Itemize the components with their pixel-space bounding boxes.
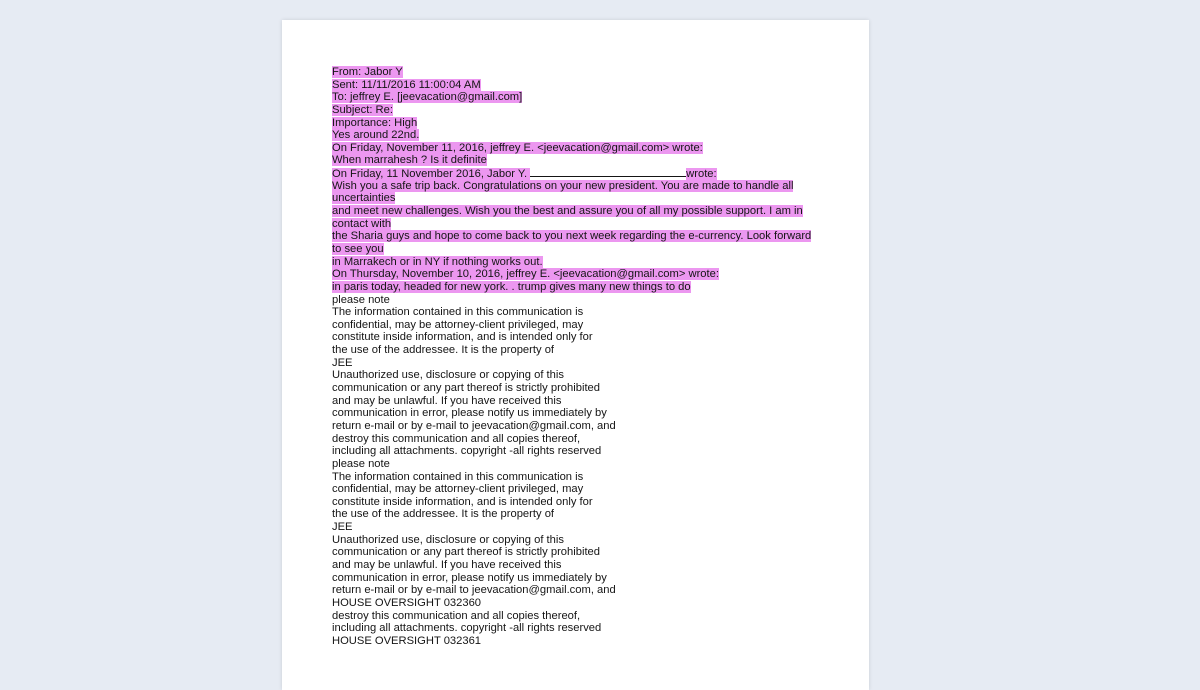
redaction-blank-line [530,167,686,177]
highlighted-text-line [332,243,832,256]
text-line [332,331,832,344]
line-text: the Sharia guys and hope to come back to you next week regarding the e-currency. Look forward [332,230,812,243]
line-text: communication in error, please notify us immediately by [332,407,607,420]
line-text: To: jeffrey E. [jeevacation@gmail.com] [332,91,523,104]
line-text: confidential, may be attorney-client privileged, may [332,483,584,496]
text-line [332,471,832,484]
line-text: to see you [332,242,384,255]
line-text: Unauthorized use, disclosure or copying of this [332,533,564,546]
highlighted-text-line [332,192,832,205]
line-text: including all attachments. copyright -all rights reserved [332,622,602,635]
highlighted-text-line [332,180,832,193]
line-text: On Friday, November 11, 2016, jeffrey E. <jeevacation@gmail.com> wrote: [332,141,703,154]
line-text: contact with [332,217,392,230]
highlighted-text-line [332,91,832,104]
text-line [332,521,832,534]
line-text: From: Jabor Y [332,66,403,78]
line-text: communication or any part thereof is strictly prohibited [332,382,600,395]
line-text: in Marrakech or in NY if nothing works out. [332,255,543,268]
line-text: Unauthorized use, disclosure or copying of this [332,369,564,382]
line-text: and may be unlawful. If you have received this [332,394,562,407]
line-text: in paris today, headed for new york. . trump gives many new things to do [332,280,691,293]
line-text: return e-mail or by e-mail to jeevacation@gmail.com, and [332,419,616,432]
highlighted-text-line [332,117,832,130]
line-text: return e-mail or by e-mail to jeevacation@gmail.com, and [332,584,616,597]
text-line [332,635,832,648]
line-text: constitute inside information, and is intended only for [332,331,593,344]
text-line [332,534,832,547]
line-text: The information contained in this communication is [332,470,584,483]
line-text: and meet new challenges. Wish you the best and assure you of all my possible support. I am in [332,205,803,218]
text-line [332,445,832,458]
line-text-after-blank: wrote: [686,168,717,181]
text-line [332,496,832,509]
line-text: HOUSE OVERSIGHT 032361 [332,634,482,647]
highlighted-text-line [332,230,832,243]
line-text: When marrahesh ? Is it definite [332,154,487,167]
text-line [332,433,832,446]
text-line [332,483,832,496]
line-text: the use of the addressee. It is the property of [332,508,555,521]
line-text: communication in error, please notify us immediately by [332,571,607,584]
line-text: Importance: High [332,116,418,129]
line-text: communication or any part thereof is strictly prohibited [332,546,600,559]
line-text: HOUSE OVERSIGHT 032360 [332,596,482,609]
highlighted-text-line [332,256,832,269]
text-line [332,546,832,559]
text-line [332,584,832,597]
line-text: JEE [332,521,353,534]
text-line [332,306,832,319]
text-line [332,382,832,395]
line-text: Sent: 11/11/2016 11:00:04 AM [332,78,481,91]
text-line [332,572,832,585]
line-text: The information contained in this communication is [332,306,584,319]
text-line [332,458,832,471]
highlighted-text-line [332,205,832,218]
text-line [332,597,832,610]
highlighted-text-line [332,281,832,294]
line-text: and may be unlawful. If you have received this [332,558,562,571]
text-line [332,344,832,357]
text-line [332,357,832,370]
highlighted-text-line [332,154,832,167]
line-text: including all attachments. copyright -all rights reserved [332,445,602,458]
highlighted-text-line [332,167,832,180]
highlighted-text-line [332,218,832,231]
line-text: destroy this communication and all copies thereof, [332,609,581,622]
line-text: constitute inside information, and is intended only for [332,495,593,508]
line-text: Subject: Re: [332,103,393,116]
document-page [282,20,869,690]
line-text: On Thursday, November 10, 2016, jeffrey E. <jeevacation@gmail.com> wrote: [332,268,719,281]
text-line [332,610,832,623]
line-text: the use of the addressee. It is the property of [332,344,555,357]
line-text: confidential, may be attorney-client privileged, may [332,318,584,331]
highlighted-text-line [332,66,832,79]
text-line [332,559,832,572]
highlighted-text-line [332,142,832,155]
text-line [332,420,832,433]
email-text-body [332,66,832,647]
highlighted-text-line [332,79,832,92]
text-line [332,319,832,332]
highlighted-text-line [332,129,832,142]
text-line [332,369,832,382]
text-line [332,407,832,420]
line-text: please note [332,457,390,470]
line-text: destroy this communication and all copies thereof, [332,432,581,445]
highlighted-text-line [332,268,832,281]
line-text: uncertainties [332,192,396,205]
line-text: On Friday, 11 November 2016, Jabor Y. [332,168,528,181]
line-text: Yes around 22nd. [332,129,420,142]
text-line [332,622,832,635]
line-text: please note [332,293,390,306]
text-line [332,294,832,307]
highlighted-text-line [332,104,832,117]
text-line [332,395,832,408]
text-line [332,508,832,521]
line-text: JEE [332,356,353,369]
line-text: Wish you a safe trip back. Congratulations on your new president. You are made to handle all [332,179,794,192]
